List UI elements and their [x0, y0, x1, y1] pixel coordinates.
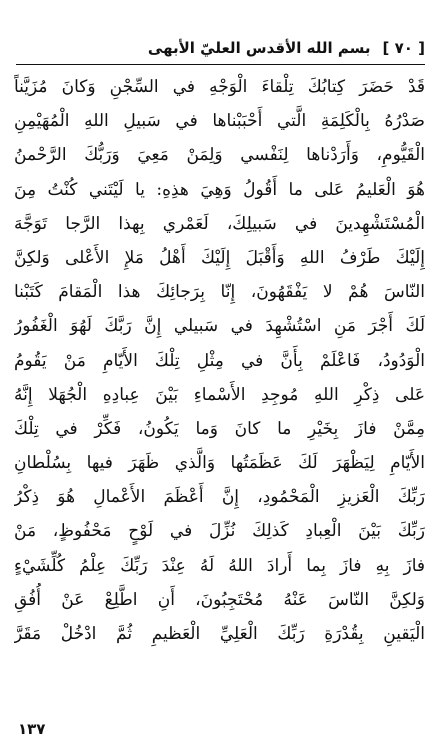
page-number: ١٣٧ [18, 720, 46, 738]
text-line: عَلى ذِكْرِ اللهِ مُوجِدِ الأَسْماءِ بَيْنَ عِبادِهِ الْجُهَلا إِنَّهُ [14, 384, 425, 405]
text-line: الْوَدُودُ، فَاعْلَمْ بِأَنَّ في مِثْلِ تِلْكَ الأَيّامِ مَنْ يَقُومُ [14, 350, 425, 371]
text-line: رَبِّكَ الْعَزيزِ الْمَحْمُودِ، إِنَّ أَعْظَمَ الأَعْمالِ هُوَ ذِكْرُ [14, 487, 425, 508]
text-line: الْيَقينِ بِقُدْرَةِ رَبِّكَ الْعَلِيِّ الْعَظيمِ ثُمَّ ادْخُلْ مَقَرَّ [14, 624, 425, 644]
text-line: قَدْ حَضَرَ كِتابُكَ تِلْقاءَ الْوَجْهِ في السِّجْنِ وَكانَ مُزَيَّناً [14, 77, 425, 97]
text-line: النّاسَ هُمْ لا يَفْقَهُونَ، إِنّا بِرَجائِكَ هذا الْمَقامَ كَتَبْنا [14, 282, 425, 303]
page-title: بسم الله الأقدس العليّ الأبهى [147, 39, 371, 57]
text-line: فازَ بِهِ فازَ بِما أَرادَ اللهُ لَهُ عِنْدَ رَبِّكَ عِلْمُ كُلِّشَيْءٍ [14, 555, 425, 576]
text-line: الأَيّامِ لِيَظْهَرَ لَكَ عَظَمَتُها وَالَّذي ظَهَرَ فيها بِسُلْطانِ [14, 453, 425, 474]
header-rule [16, 64, 425, 65]
page-label: [ ٧٠ ] [382, 39, 425, 57]
text-line: رَبِّكَ بَيْنَ الْعِبادِ كَذلِكَ نُزِّلَ في لَوْحٍ مَحْفُوظٍ، مَنْ [14, 521, 425, 542]
text-line: صَدْرُهُ بِالْكَلِمَةِ الَّتي أَحْبَبْناها في سَبيلِ اللهِ الْمُهَيْمِنِ [14, 111, 425, 132]
text-line: لَكَ أَجْرَ مَنِ اسْتُشْهِدَ في سَبيلي إِنَّ رَبَّكَ لَهُوَ الْغَفُورُ [14, 316, 425, 337]
text-line: إِلَيْكَ طَرْفُ اللهِ وَأَقْبَلَ إِلَيْكَ أَهْلُ مَلإِ الأَعْلى وَلكِنَّ [14, 247, 425, 268]
text-line: هُوَ الْعَليمُ عَلى ما أَقُولُ وَهِيَ هذِهِ: يا لَيْتَني كُنْتُ مِنَ [14, 179, 425, 200]
text-line: مِمَّنْ فازَ بِخَيْرِ ما كانَ وَما يَكُونُ، فَكِّرْ في تِلْكَ [14, 418, 425, 439]
page-header [16, 34, 425, 62]
text-line: الْقَيُّومِ، وَأَرَدْناها لِنَفْسي وَلِمَنْ مَعِيَ وَرَبُّكَ الرَّحْمنُ [14, 145, 425, 166]
text-line: وَلكِنَّ النّاسَ عَنْهُ مُحْتَجِبُونَ، أَنِ اطَّلِعْ عَنْ أُفُقِ [14, 589, 425, 610]
body-text [14, 70, 425, 651]
text-line: الْمُسْتَشْهِدينَ في سَبيلِكَ، لَعَمْري بِهذا الرَّجا تَوَجَّهَ [14, 213, 425, 234]
